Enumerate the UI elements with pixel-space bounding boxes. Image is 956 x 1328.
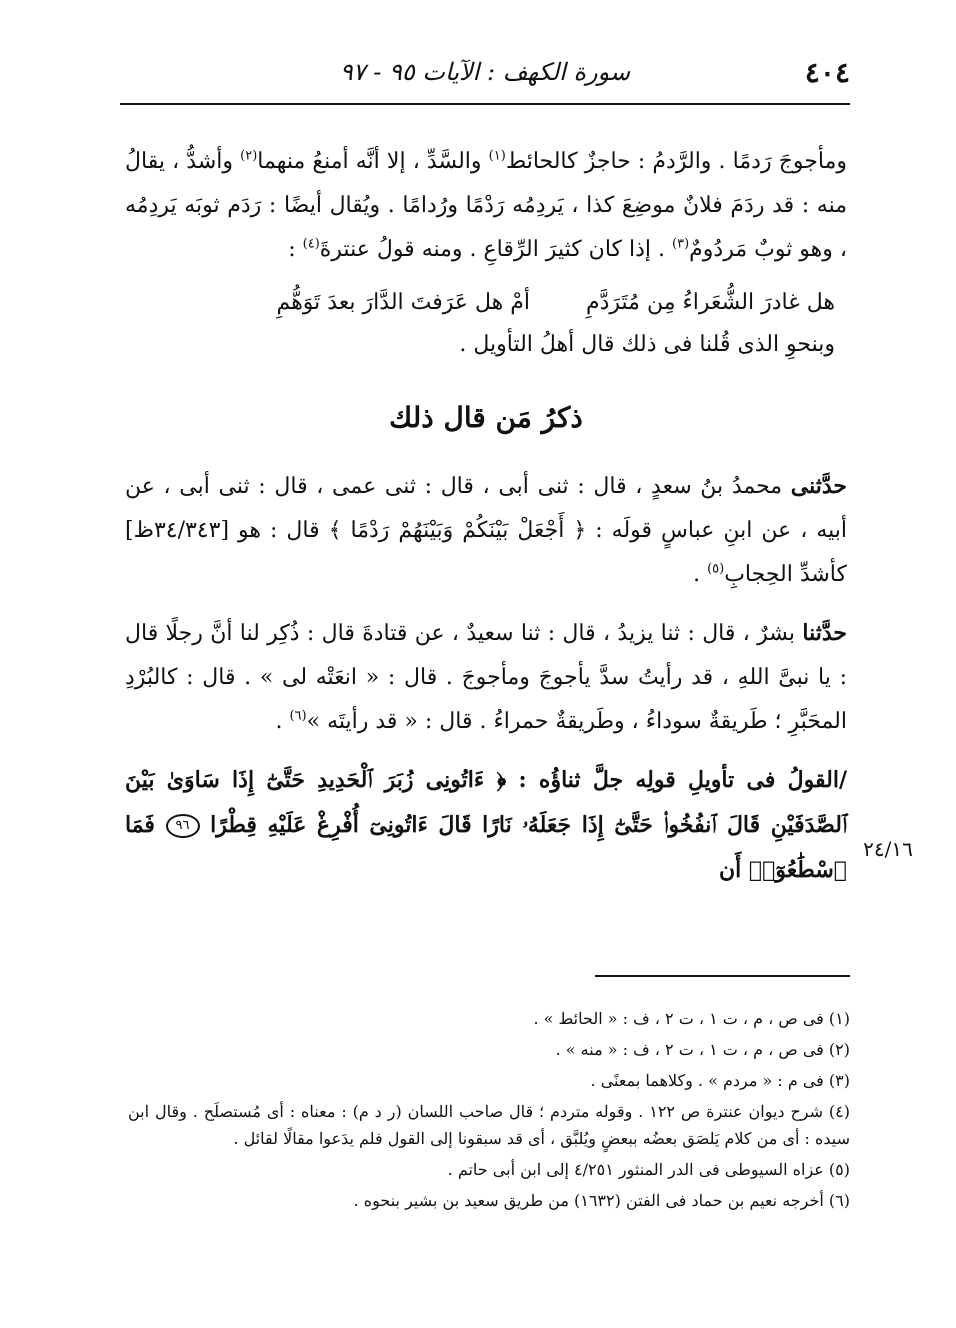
verse-after-text: وبنحوِ الذى قُلنا فى ذلك قال أهلُ التأويل . <box>459 332 835 357</box>
footnote-5: (٥) عزاه السيوطى فى الدر المنثور ٤/٢٥١ إلى ابن أبى حاتم . <box>447 1160 850 1179</box>
tafsir-lead: /القولُ فى تأويلِ قولِه جلَّ ثناؤُه : <box>518 767 848 793</box>
spacer <box>125 597 847 611</box>
footnote-separator <box>595 975 850 977</box>
report-1-end: . <box>693 562 708 587</box>
page-number: ٤٠٤ <box>804 56 850 89</box>
verse-hemistich-1: هل غادرَ الشُّعَراءُ مِن مُتَرَدَّمِ <box>585 290 835 315</box>
footnote-ref-5[interactable]: (٥) <box>707 561 725 577</box>
footnote-4: (٤) شرح ديوان عنترة ص ١٢٢ . وقوله متردم ؛ قال صاحب اللسان (ر د م) : معناه : أى مُستصلَح . وقال ابن سيده : أى من كلام يَلصَق بعضُه ببعضٍ ويُلبَّق ، أى قد سبقونا إلى القول فلم يدَعوا مقالًا لقائل . <box>128 1102 851 1148</box>
report-2-text: بشرٌ ، قال : ثنا يزيدُ ، قال : ثنا سعيدٌ ، عن قتادةَ قال : ذُكِر لنا أنَّ رجلًا قال : يا نبىَّ اللهِ ، قد رأيتُ سدَّ يأجوجَ ومأجوجَ . قال : « انعَتْه لى » . قال : كالبُرْدِ المحَبَّرِ ؛ طَريقةٌ سوداءُ ، وطَريقةٌ حمراءُ . قال : « قد رأيتَه » <box>125 621 847 734</box>
tafsir-paragraph <box>125 758 847 893</box>
spacer <box>125 744 847 758</box>
report-1-lead: حدَّثنى <box>790 473 847 499</box>
report-paragraph-2 <box>125 611 847 744</box>
running-head: سورة الكهف : الآيات ٩٥ - ٩٧ <box>339 58 631 86</box>
footnote-ref-1[interactable]: (١) <box>488 148 506 164</box>
footnote-6: (٦) أخرجه نعيم بن حماد فى الفتن (١٦٣٢) من طريق سعيد بن بشير بنحوه . <box>353 1191 850 1210</box>
footnote-ref-6[interactable]: (٦) <box>289 708 307 724</box>
ayah-number-marker: ٩٦ <box>166 814 200 838</box>
intro-text-3: وأشدُّ ، يقالُ منه : قد ردَمَ فلانٌ موضِعَ كذا ، يَردِمُه رَدْمًا ورُدامًا . ويُقال أيضًا : رَدَم ثوبَه يَردِمُه ، وهو ثوبٌ مَردُومٌ <box>125 149 847 262</box>
header-rule <box>120 103 850 105</box>
footnotes <box>128 1005 850 1218</box>
margin-reference: ٢٤/١٦ <box>863 837 913 861</box>
verse-line <box>125 282 835 324</box>
footnote-1: (١) فى ص ، م ، ت ١ ، ت ٢ ، ف : « الحائط » . <box>533 1009 850 1028</box>
footnote-3: (٣) فى م : « مردم » . وكلاهما بمعنًى . <box>590 1071 850 1090</box>
main-text <box>125 140 847 893</box>
footnote-ref-4[interactable]: (٤) <box>302 236 320 252</box>
page-header <box>120 52 850 96</box>
footnote-ref-2[interactable]: (٢) <box>240 148 258 164</box>
footnote-2: (٢) فى ص ، م ، ت ١ ، ت ٢ ، ف : « منه » . <box>555 1040 850 1059</box>
report-1-text: محمدُ بنُ سعدٍ ، قال : ثنى أبى ، قال : ثنى عمى ، قال : ثنى أبى ، عن أبيه ، عن ابنِ عباسٍ قولَه : ﴿ أَجْعَلْ بَيْنَكُمْ وَبَيْنَهُمْ رَدْمًا ﴾ قال : هو [٣٤/٣٤٣ظ] كأشدِّ الحِجابِ <box>125 474 847 587</box>
report-paragraph-1 <box>125 464 847 597</box>
verse-hemistich-2: أمْ هل عَرَفتَ الدَّارَ بعدَ تَوَهُّمِ <box>276 290 531 315</box>
poetry-verse <box>125 282 847 366</box>
intro-text-1: ومأجوجَ رَدمًا . والرَّدمُ : حاجزٌ كالحائط <box>505 149 847 174</box>
report-2-lead: حدَّثنا <box>802 620 847 646</box>
intro-text-5: : <box>288 237 303 262</box>
intro-paragraph <box>125 140 847 272</box>
report-2-end: . <box>275 709 290 734</box>
section-heading: ذكرُ مَن قال ذلك <box>389 401 583 434</box>
intro-text-2: والسَّدِّ ، إلا أنَّه أمنعُ منهما <box>257 149 489 174</box>
quran-verse-continuation: فَمَا ٱسْطَٰعُوٓا۟ أَن <box>125 812 847 883</box>
footnote-ref-3[interactable]: (٣) <box>672 236 690 252</box>
intro-text-4: . إذا كان كثيرَ الرِّقاعِ . ومنه قولُ عنترةَ <box>319 237 673 262</box>
quran-verse-text: ﴿ ءَاتُونِى زُبَرَ ٱلْحَدِيدِ حَتَّىٰٓ إِذَا سَاوَىٰ بَيْنَ ٱلصَّدَفَيْنِ قَالَ ٱنفُخُوا۟ حَتَّىٰٓ إِذَا جَعَلَهُۥ نَارًا قَالَ ءَاتُونِىٓ أُفْرِغْ عَلَيْهِ قِطْرًا <box>125 767 847 838</box>
